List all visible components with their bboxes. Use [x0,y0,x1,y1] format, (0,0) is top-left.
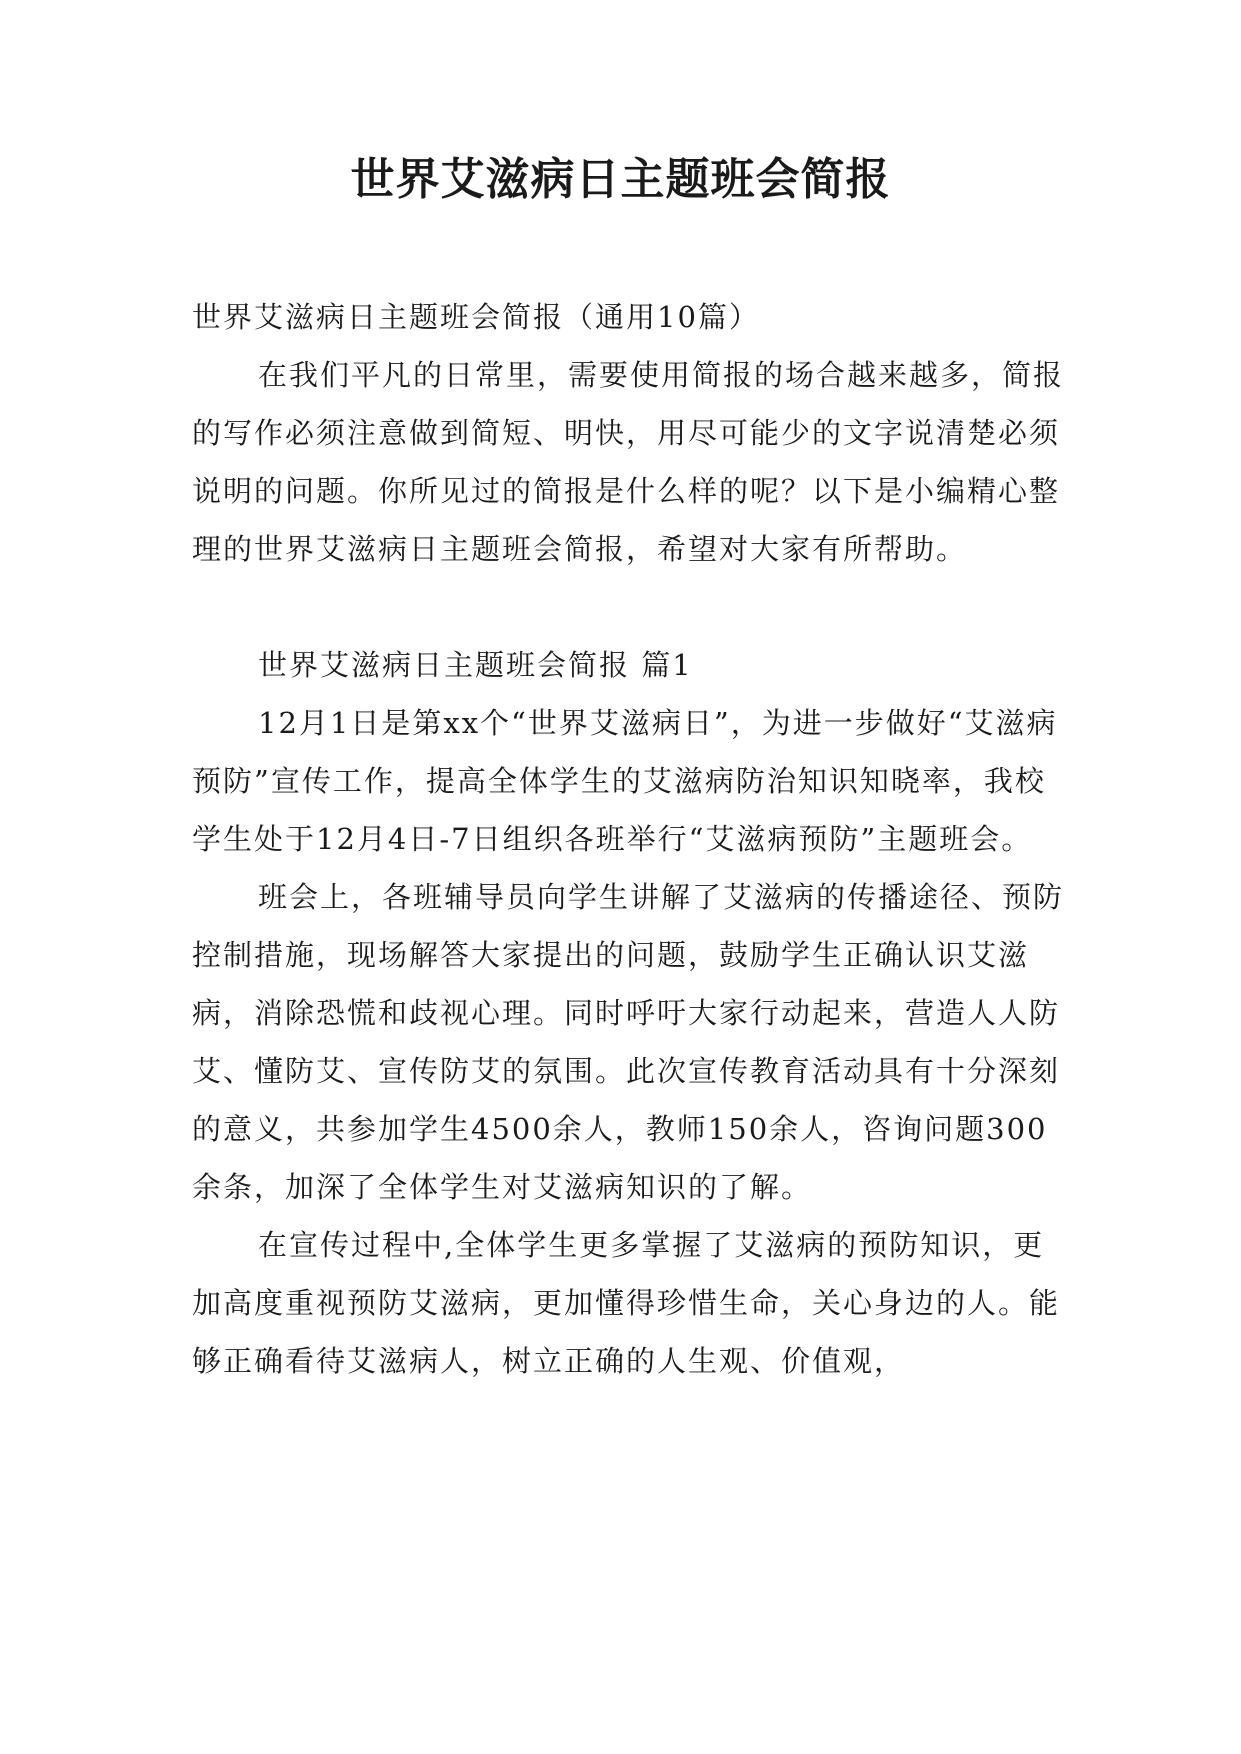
document-subtitle: 世界艾滋病日主题班会简报（通用10篇） [192,300,760,334]
body-paragraph: 在宣传过程中,全体学生更多掌握了艾滋病的预防知识，更加高度重视预防艾滋病，更加懂得珍惜生命，关心身边的人。能够正确看待艾滋病人，树立正确的人生观、价值观， [192,1228,1061,1378]
document-body [192,288,1072,1390]
section-gap [192,578,1072,636]
intro-paragraph: 在我们平凡的日常里，需要使用简报的场合越来越多，简报的写作必须注意做到简短、明快，用尽可能少的文字说清楚必须说明的问题。你所见过的简报是什么样的呢？以下是小编精心整理的世界艾滋病日主题班会简报，希望对大家有所帮助。 [192,358,1065,566]
section-heading: 世界艾滋病日主题班会简报 篇1 [258,648,693,682]
body-paragraph: 班会上，各班辅导员向学生讲解了艾滋病的传播途径、预防控制措施，现场解答大家提出的问题，鼓励学生正确认识艾滋病，消除恐慌和歧视心理。同时呼吁大家行动起来，营造人人防艾、懂防艾、宣传防艾的氛围。此次宣传教育活动具有十分深刻的意义，共参加学生4500余人，教师150余人，咨询问题300余条，加深了全体学生对艾滋病知识的了解。 [192,880,1065,1204]
body-paragraph: 12月1日是第xx个“世界艾滋病日”，为进一步做好“艾滋病预防”宣传工作，提高全体学生的艾滋病防治知识知晓率，我校学生处于12月4日-7日组织各班举行“艾滋病预防”主题班会。 [192,706,1058,856]
page-title: 世界艾滋病日主题班会简报 [350,154,891,205]
